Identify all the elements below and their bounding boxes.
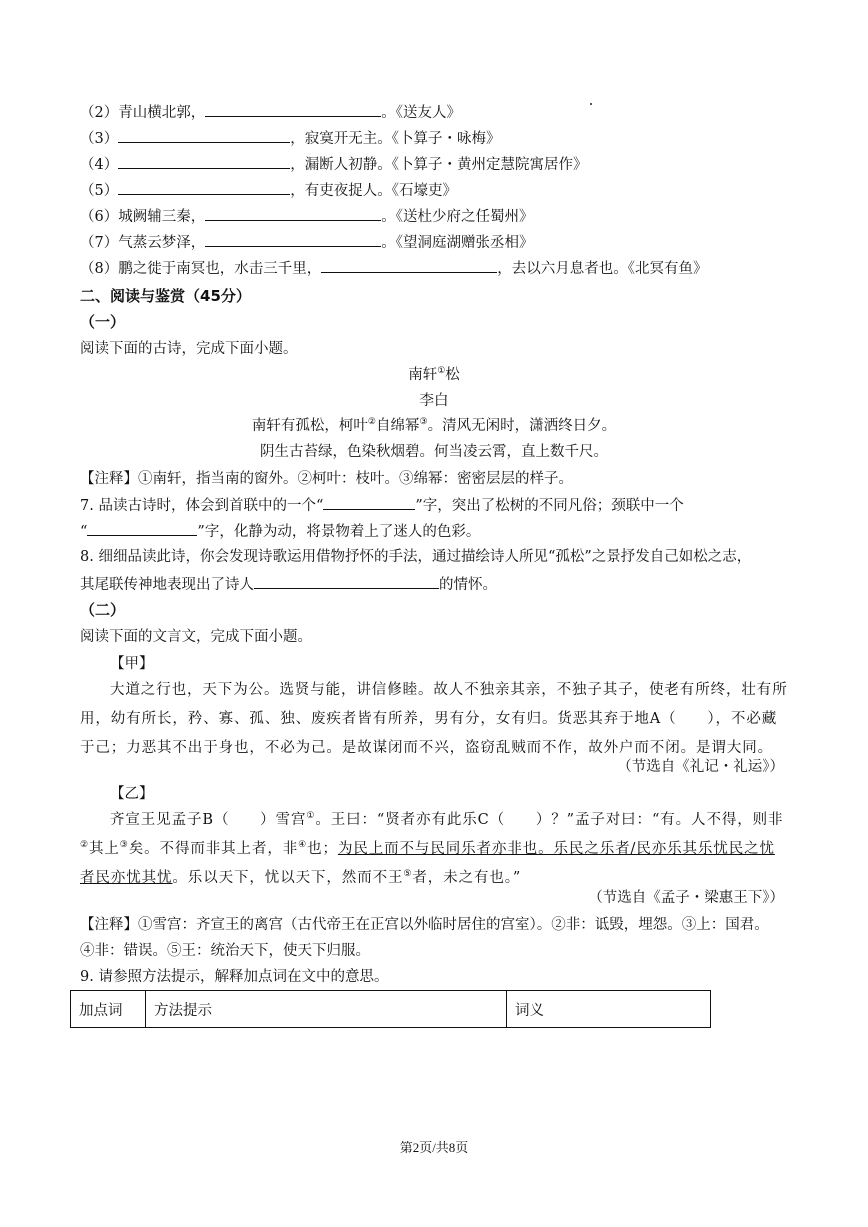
page-footer: 第2页/共8页 [399,1140,469,1155]
table-header-cell: 词义 [507,991,711,1028]
answer-blank[interactable] [205,206,381,221]
poem-intro: 阅读下面的古诗，完成下面小题。 [80,341,298,357]
poem-author: 李白 [419,393,449,409]
vocab-table [70,990,711,1028]
poem-line-2: 阴生古苔绿，色染秋烟碧。何当凌云霄，直上数千尺。 [260,444,608,460]
question-8-line-1: 8. 细细品读此诗，你会发现诗歌运用借物抒怀的手法，通过描绘诗人所见“孤松”之景抒发自己如松之志， [80,549,752,565]
jia-text: 大道之行也，天下为公。选贤与能，讲信修睦。故人不独亲其亲，不独子其子，使老有所终，壮有所用，幼有所长，矜、寡、孤、独、废疾者皆有所养，男有分，女有归。货恶其弃于地A（ ），不必藏于己；力恶其不出于身也，不必为己。是故谋闭而不兴，盗窃乱贼而不作，故外户而不闭。是谓大同。 [80,682,788,756]
poem-notes: 【注释】①南轩，指当南的窗外。②柯叶：枝叶。③绵幂：密密层层的样子。 [80,471,573,487]
yi-label: 【乙】 [110,786,154,802]
question-7-line-2: “ ”字，化静为动，将景物着上了迷人的色彩。 [80,521,480,542]
question-8-line-2: 其尾联传神地表现出了诗人 的情怀。 [80,574,497,595]
answer-blank[interactable] [118,128,290,143]
question-7-line-1: 7. 品读古诗时，体会到首联中的一个“ ”字，突出了松树的不同凡俗；颈联中一个 [80,495,684,516]
wenyan-intro: 阅读下面的文言文，完成下面小题。 [80,629,312,645]
table-header-cell: 加点词 [71,991,146,1028]
fill-line-8: （8）鹏之徙于南冥也，水击三千里， ，去以六月息者也。《北冥有鱼》 [80,258,707,279]
table-row [71,991,711,1028]
answer-blank[interactable] [254,574,439,589]
underlined-sentence: 为民上而不与民同乐者亦非也。乐民之乐者/民亦乐其乐忧民之忧者民亦忧其忧 [80,841,775,886]
table-header-cell: 方法提示 [146,991,507,1028]
answer-blank[interactable] [205,232,381,247]
wenyan-notes-2: ④非：错误。⑤王：统治天下，使天下归服。 [80,943,370,959]
poem-title: 南轩①松 [408,366,460,383]
fill-line-6: （6）城阙辅三秦， 。《送杜少府之任蜀州》 [80,206,533,227]
part-one-label: （一） [80,313,126,331]
scan-dot [590,103,592,105]
answer-blank[interactable] [205,102,381,117]
fill-line-4: （4） ，漏断人初静。《卜算子・黄州定慧院寓居作》 [80,154,587,175]
part-two-label: （二） [80,601,126,619]
wenyan-notes-1: 【注释】①雪宫：齐宣王的离宫（古代帝王在正宫以外临时居住的宫室）。②非：诋毁，埋怨。③上：国君。 [80,917,769,933]
fill-line-5: （5） ，有吏夜捉人。《石壕吏》 [80,180,457,201]
poem-line-1: 南轩有孤松，柯叶②自绵幂③。清风无闲时，潇洒终日夕。 [251,417,617,434]
answer-blank[interactable] [87,521,197,536]
fill-line-7: （7）气蒸云梦泽， 。《望洞庭湖赠张丞相》 [80,232,533,253]
fill-line-3: （3） ，寂寞开无主。《卜算子・咏梅》 [80,128,500,149]
answer-blank[interactable] [118,180,290,195]
jia-source: （节选自《礼记・礼运》） [617,759,784,775]
fill-line-2: （2）青山横北郭， 。《送友人》 [80,102,461,123]
yi-text: 齐宣王见孟子B（ ）雪宫①。王曰：“贤者亦有此乐C（ ）？”孟子对曰：“有。人不得，则非②其上③矣。不得而非其上者，非④也；为民上而不与民同乐者亦非也。乐民之乐者/民亦乐其乐忧民之忧者民亦忧其忧。乐以天下，忧以天下，然而不王⑤者，未之有也。” [80,811,784,886]
answer-blank[interactable] [323,495,415,510]
section-heading: 二、阅读与鉴赏（45分） [80,287,251,305]
answer-blank[interactable] [321,258,497,273]
answer-blank[interactable] [118,154,290,169]
question-9: 9. 请参照方法提示，解释加点词在文中的意思。 [80,969,389,985]
yi-source: （节选自《孟子・梁惠王下》） [588,890,784,906]
jia-label: 【甲】 [110,656,154,672]
